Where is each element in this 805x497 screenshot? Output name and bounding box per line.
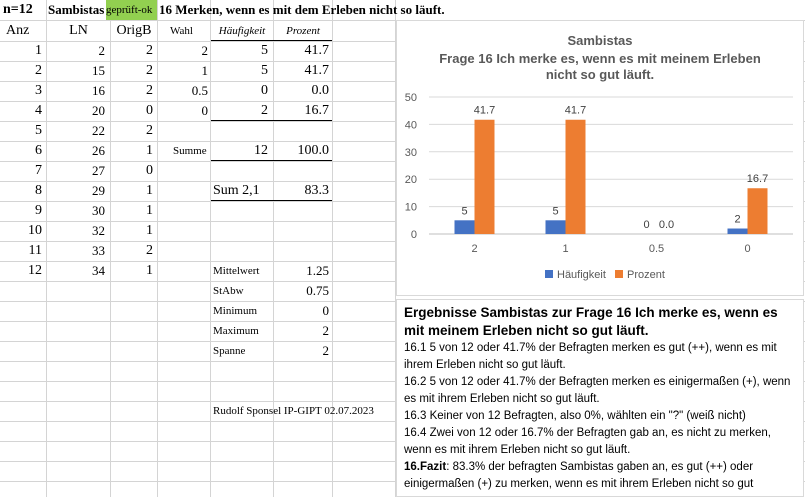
table-cell-anz[interactable]: 3	[35, 83, 42, 98]
sample-size: n=12	[3, 2, 33, 17]
table-cell-ln[interactable]: 20	[92, 103, 105, 118]
sum21-pct[interactable]: 83.3	[304, 183, 329, 198]
table-cell-ln[interactable]: 32	[92, 223, 105, 238]
stat-value[interactable]: 1.25	[306, 263, 329, 278]
table-cell-anz[interactable]: 11	[28, 243, 42, 258]
x-tick-label: 0.5	[648, 243, 665, 255]
bar-data-label: 5	[461, 205, 468, 218]
table-cell-ln[interactable]: 2	[98, 43, 105, 58]
stat-value[interactable]: 2	[322, 343, 329, 358]
results-title: Ergebnisse Sambistas zur Frage 16 Ich merke es, wenn es mit meinem Erleben nicht so gut läuft.	[404, 305, 778, 338]
bar-chart[interactable]	[396, 20, 804, 296]
header-wahl: Wahl	[170, 25, 193, 37]
stat-label: Maximum	[213, 325, 259, 337]
y-tick-label: 50	[404, 92, 417, 104]
table-cell-origb[interactable]: 2	[146, 43, 153, 58]
freq-haeufigkeit[interactable]: 5	[261, 43, 268, 58]
freq-wahl[interactable]: 0	[201, 103, 208, 118]
table-cell-ln[interactable]: 16	[92, 83, 105, 98]
header-haeufigkeit: Häufigkeit	[218, 25, 266, 37]
x-tick-label: 2	[471, 243, 478, 255]
legend-label: Prozent	[627, 269, 665, 281]
y-tick-label: 30	[404, 146, 417, 159]
freq-prozent[interactable]: 0.0	[311, 83, 329, 98]
fazit-text: : 83.3% der befragten Sambistas gaben an, es gut (++) oder einigermaßen (+) zu merken, wenn es mit ihrem Erleben nicht so gut	[404, 461, 754, 490]
stat-label: StAbw	[213, 285, 244, 297]
bar-data-label: 41.7	[564, 104, 587, 117]
table-cell-ln[interactable]: 34	[92, 263, 105, 278]
table-cell-ln[interactable]: 27	[92, 163, 105, 178]
sum21-label: Sum 2,1	[213, 183, 260, 198]
table-cell-origb[interactable]: 0	[146, 163, 153, 178]
y-tick-label: 40	[404, 119, 417, 132]
x-tick-label: 1	[562, 243, 569, 255]
freq-haeufigkeit[interactable]: 0	[261, 83, 268, 98]
stat-value[interactable]: 2	[322, 323, 329, 338]
chart-legend	[545, 269, 665, 281]
bar-prozent	[748, 188, 768, 234]
x-tick-label: 0	[744, 243, 751, 255]
freq-haeufigkeit[interactable]: 2	[261, 103, 268, 118]
check-badge: geprüft-ok	[106, 0, 157, 20]
bar-data-label: 0.0	[658, 219, 675, 231]
freq-prozent[interactable]: 16.7	[304, 103, 329, 118]
legend-swatch	[615, 270, 623, 278]
table-cell-origb[interactable]: 0	[146, 103, 153, 118]
header-prozent: Prozent	[286, 25, 320, 37]
stat-label: Minimum	[213, 305, 258, 317]
stat-value[interactable]: 0.75	[306, 283, 329, 298]
summe-label: Summe	[173, 145, 207, 157]
chart-title: Sambistas	[567, 33, 633, 48]
table-cell-anz[interactable]: 12	[28, 263, 42, 278]
table-cell-ln[interactable]: 22	[92, 123, 105, 138]
freq-haeufigkeit[interactable]: 5	[261, 63, 268, 78]
freq-prozent[interactable]: 41.7	[304, 43, 329, 58]
bar-haeufigkeit	[546, 220, 566, 234]
table-cell-anz[interactable]: 1	[35, 43, 42, 58]
result-line: 16.2 5 von 12 oder 41.7% der Befragten merken es einigermaßen (+), wenn es mit ihrem Erleben nicht so gut läuft.	[404, 376, 791, 405]
summe-pct[interactable]: 100.0	[297, 143, 329, 158]
table-cell-anz[interactable]: 6	[35, 143, 42, 158]
table-cell-ln[interactable]: 29	[92, 183, 105, 198]
result-line: 16.4 Zwei von 12 oder 16.7% der Befragten gab an, es nicht zu merken, wenn es mit ihrem Erleben nicht so gut läuft.	[404, 427, 771, 456]
author-credit: Rudolf Sponsel IP-GIPT 02.07.2023	[213, 405, 374, 417]
table-cell-anz[interactable]: 8	[35, 183, 42, 198]
table-cell-anz[interactable]: 9	[35, 203, 42, 218]
result-line: 16.1 5 von 12 oder 41.7% der Befragten merken es gut (++), wenn es mit ihrem Erleben nicht so gut läuft.	[404, 342, 777, 371]
legend-label: Häufigkeit	[557, 269, 606, 281]
header-ln: LN	[69, 23, 88, 38]
bar-prozent	[566, 120, 586, 234]
table-cell-anz[interactable]: 2	[35, 63, 42, 78]
stat-value[interactable]: 0	[322, 303, 329, 318]
table-cell-origb[interactable]: 1	[146, 223, 153, 238]
chart-subtitle-1: Frage 16 Ich merke es, wenn es mit meinem Erleben	[439, 51, 761, 66]
bar-data-label: 0	[643, 219, 650, 231]
group-label: Sambistas	[48, 2, 105, 17]
table-cell-origb[interactable]: 1	[146, 183, 153, 198]
legend-swatch	[545, 270, 553, 278]
table-cell-anz[interactable]: 7	[35, 163, 42, 178]
question-title: 16 Merken, wenn es mit dem Erleben nicht so läuft.	[159, 2, 445, 17]
freq-wahl[interactable]: 2	[201, 43, 208, 58]
table-cell-anz[interactable]: 10	[28, 223, 42, 238]
fazit-label: 16.Fazit	[404, 461, 447, 473]
table-cell-origb[interactable]: 2	[146, 243, 153, 258]
result-fazit	[404, 459, 797, 493]
freq-wahl[interactable]: 1	[201, 63, 208, 78]
table-cell-ln[interactable]: 33	[92, 243, 105, 258]
summe-n[interactable]: 12	[254, 143, 268, 158]
table-cell-origb[interactable]: 1	[146, 143, 153, 158]
stat-label: Spanne	[213, 345, 246, 357]
y-tick-label: 10	[404, 201, 417, 214]
bar-haeufigkeit	[455, 220, 475, 234]
table-cell-anz[interactable]: 5	[35, 123, 42, 138]
y-tick-label: 20	[404, 174, 417, 187]
result-line: 16.3 Keiner von 12 Befragten, also 0%, wählten ein "?" (weiß nicht)	[404, 410, 746, 422]
bar-data-label: 16.7	[746, 173, 769, 186]
chart-y-ticks	[405, 92, 417, 241]
table-cell-origb[interactable]: 2	[146, 83, 153, 98]
bar-data-label: 41.7	[473, 104, 496, 117]
table-cell-origb[interactable]: 2	[146, 63, 153, 78]
table-cell-origb[interactable]: 1	[146, 203, 153, 218]
table-cell-ln[interactable]: 26	[92, 143, 105, 158]
table-cell-anz[interactable]: 4	[35, 103, 42, 118]
bar-data-label: 2	[734, 213, 741, 226]
header-origb: OrigB	[116, 23, 152, 38]
bar-haeufigkeit	[728, 229, 748, 234]
table-cell-origb[interactable]: 1	[146, 263, 153, 278]
bar-data-label: 5	[552, 205, 559, 218]
header-anz: Anz	[6, 23, 30, 38]
chart-subtitle-2: nicht so gut läuft.	[545, 67, 655, 82]
freq-prozent[interactable]: 41.7	[304, 63, 329, 78]
stat-label: Mittelwert	[213, 265, 260, 277]
chart-x-ticks	[471, 243, 750, 255]
table-cell-origb[interactable]: 2	[146, 123, 153, 138]
table-cell-ln[interactable]: 15	[92, 63, 105, 78]
y-tick-label: 0	[410, 229, 417, 241]
table-cell-ln[interactable]: 30	[92, 203, 105, 218]
bar-prozent	[475, 120, 495, 234]
freq-wahl[interactable]: 0.5	[191, 83, 208, 98]
results-textbox[interactable]	[396, 299, 804, 497]
